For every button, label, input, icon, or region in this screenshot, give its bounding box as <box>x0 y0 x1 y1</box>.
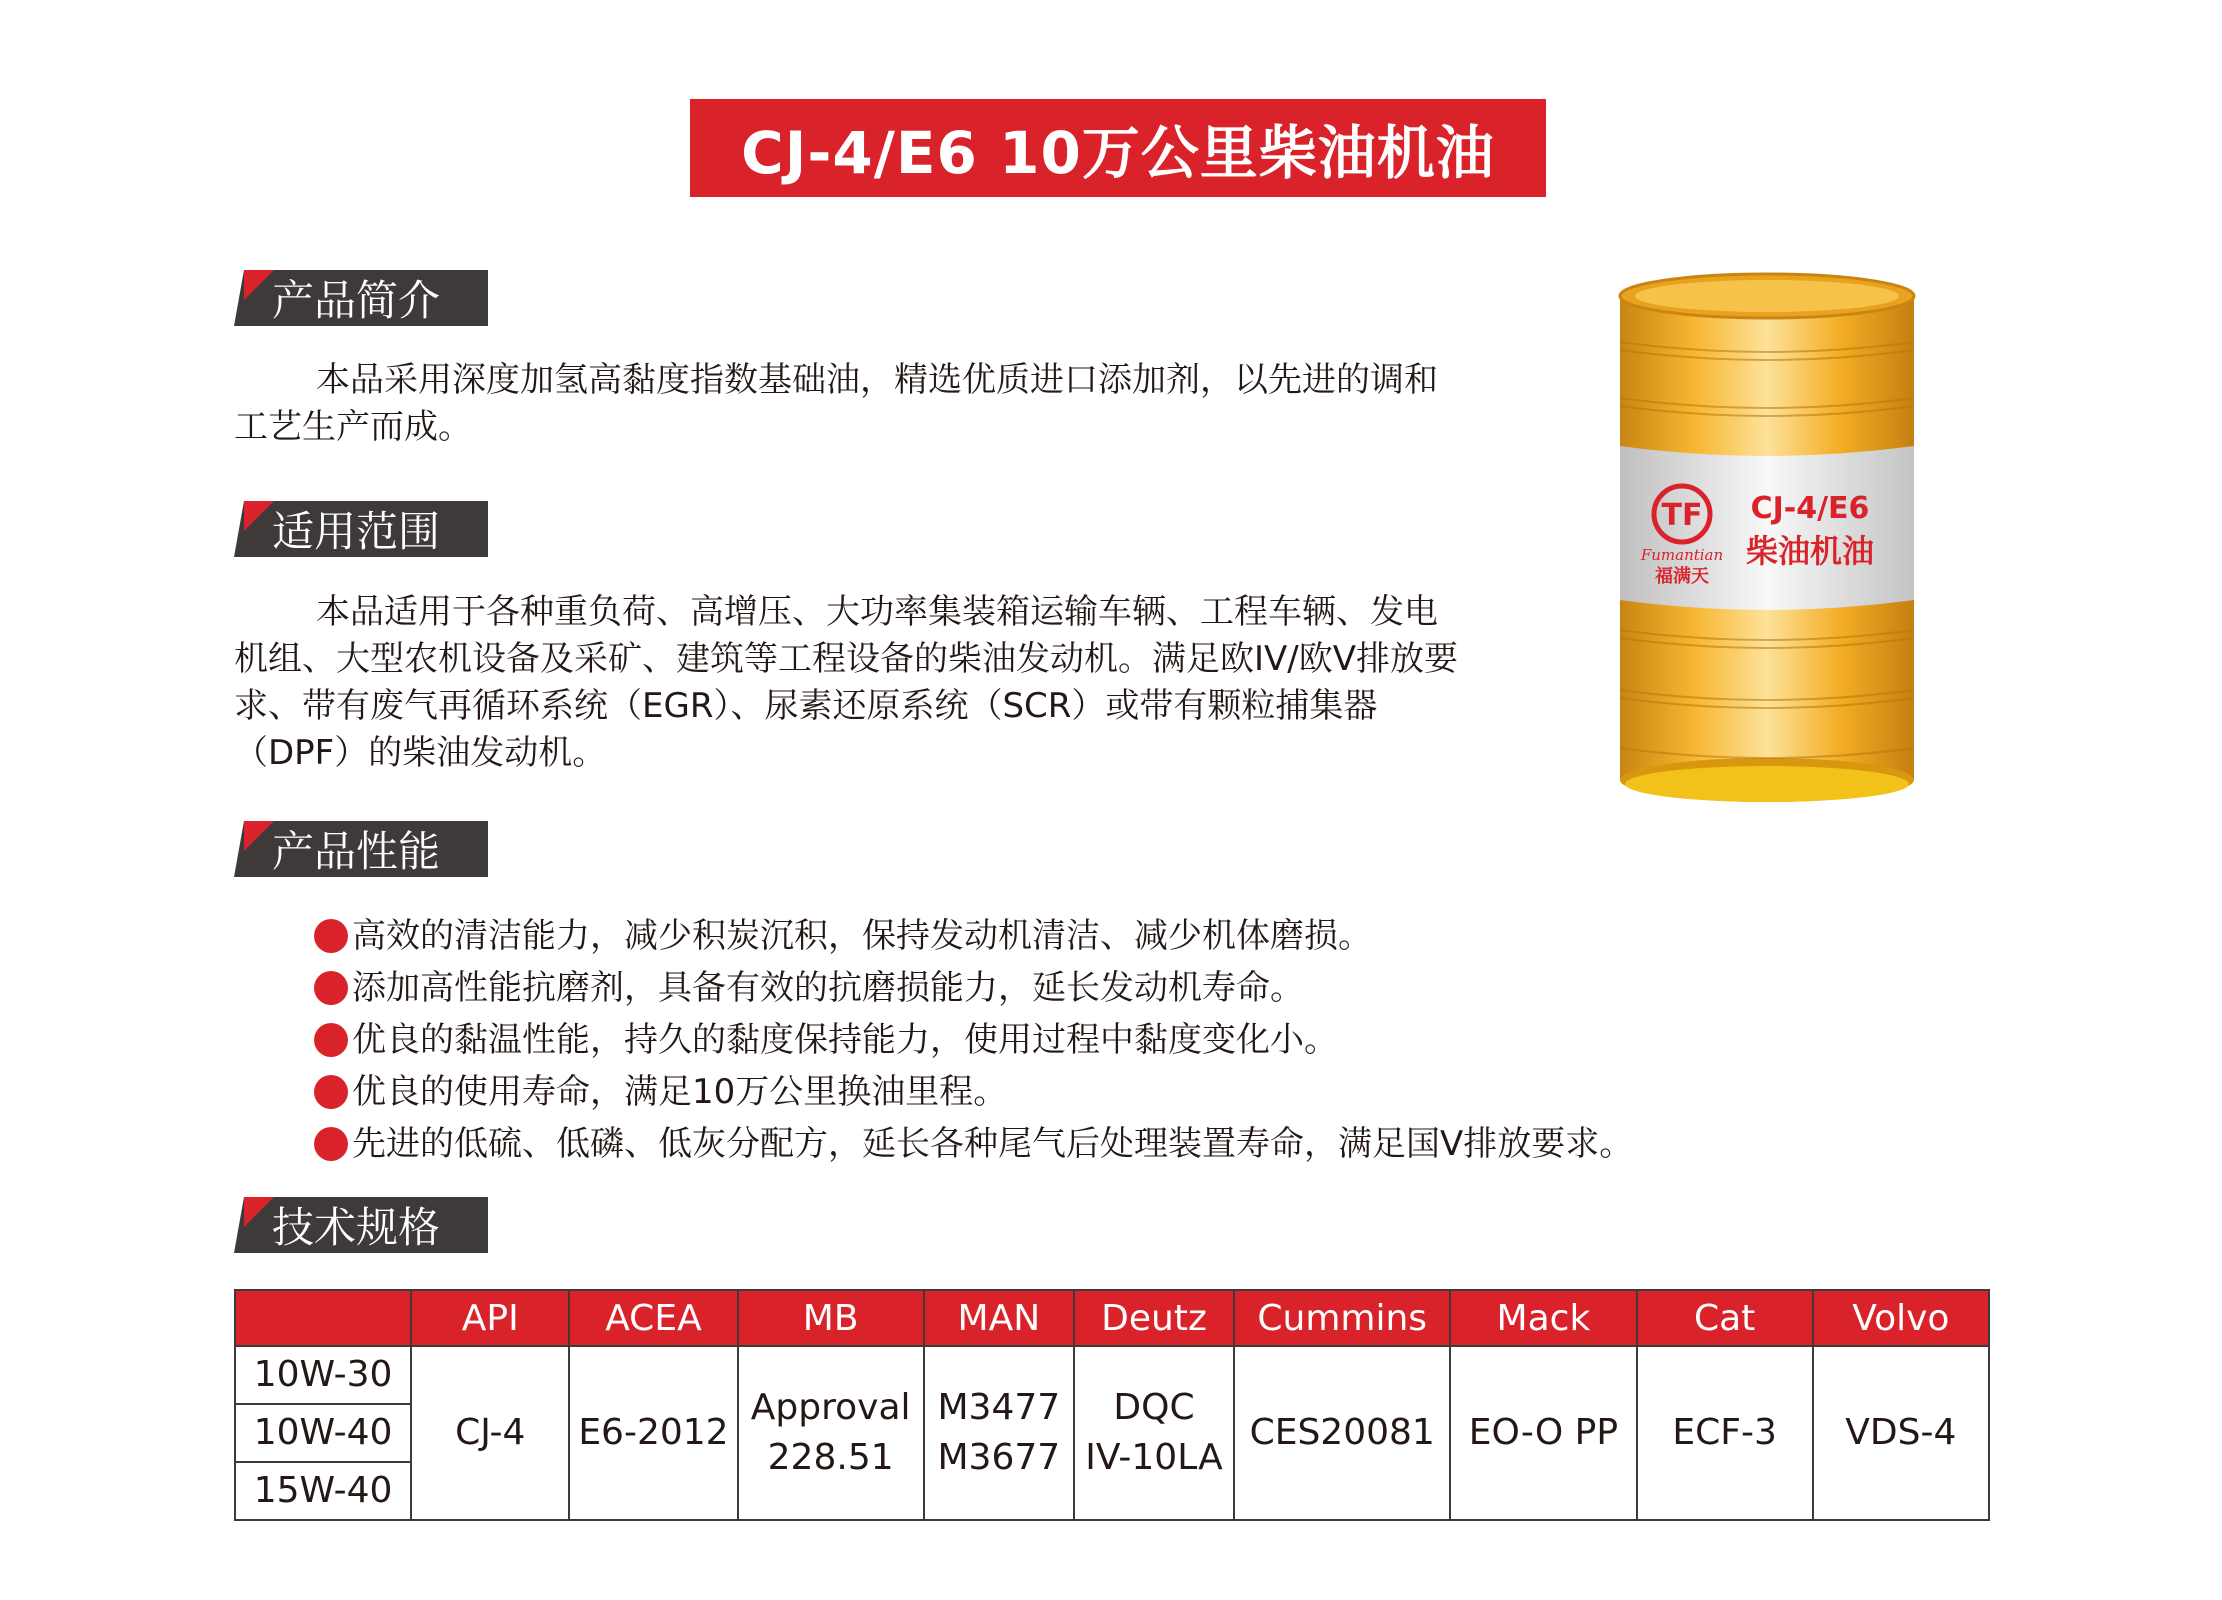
heading-corner-decoration <box>234 270 244 326</box>
table-header-cell: Volvo <box>1813 1290 1989 1346</box>
performance-list <box>314 910 1633 1170</box>
page-title: CJ-4/E6 10万公里柴油机油 <box>690 99 1546 197</box>
table-header-cell: API <box>411 1290 569 1346</box>
section-heading-scope <box>234 501 488 557</box>
bullet-dot-icon <box>314 1127 348 1161</box>
mb-cell: Approval 228.51 <box>738 1346 924 1520</box>
list-item: 优良的使用寿命，满足10万公里换油里程。 <box>314 1066 1633 1118</box>
acea-cell: E6-2012 <box>569 1346 737 1520</box>
list-item: 添加高性能抗磨剂，具备有效的抗磨损能力，延长发动机寿命。 <box>314 962 1633 1014</box>
section-heading-label: 技术规格 <box>272 1203 441 1252</box>
scope-text: 本品适用于各种重负荷、高增压、大功率集装箱运输车辆、工程车辆、发电机组、大型农机设备及采矿、建筑等工程设备的柴油发动机。满足欧IV/欧V排放要求、带有废气再循环系统（EGR）、尿素还原系统（SCR）或带有颗粒捕集器（DPF）的柴油发动机。 <box>234 592 1458 773</box>
section-heading-label: 产品性能 <box>272 827 441 876</box>
section-heading-spec <box>234 1197 488 1253</box>
section-heading-intro <box>234 270 488 326</box>
cummins-cell: CES20081 <box>1234 1346 1450 1520</box>
intro-text: 本品采用深度加氢高黏度指数基础油，精选优质进口添加剂，以先进的调和工艺生产而成。 <box>234 360 1438 447</box>
list-item: 先进的低硫、低磷、低灰分配方，延长各种尾气后处理装置寿命，满足国V排放要求。 <box>314 1118 1633 1170</box>
label-spec: CJ-4/E6 <box>1750 491 1870 526</box>
oil-drum-image <box>1612 270 1922 810</box>
heading-red-corner <box>244 501 274 531</box>
volvo-cell: VDS-4 <box>1813 1346 1989 1520</box>
man-cell: M3477 M3677 <box>924 1346 1074 1520</box>
list-item: 优良的黏温性能，持久的黏度保持能力，使用过程中黏度变化小。 <box>314 1014 1633 1066</box>
bullet-dot-icon <box>314 919 348 953</box>
api-cell: CJ-4 <box>411 1346 569 1520</box>
grade-cell: 10W-30 <box>235 1346 411 1404</box>
bullet-dot-icon <box>314 1023 348 1057</box>
heading-red-corner <box>244 1197 274 1227</box>
table-row <box>235 1346 1989 1404</box>
section-heading-label: 适用范围 <box>272 507 441 556</box>
heading-corner-decoration <box>234 1197 244 1253</box>
table-header-cell: Mack <box>1450 1290 1636 1346</box>
table-header-row <box>235 1290 1989 1346</box>
deutz-cell: DQC IV-10LA <box>1074 1346 1234 1520</box>
table-header-cell <box>235 1290 411 1346</box>
brand-name-cn: 福满天 <box>1655 566 1709 587</box>
table-header-cell: Cummins <box>1234 1290 1450 1346</box>
heading-corner-decoration <box>234 821 244 877</box>
section-heading-label: 产品简介 <box>272 276 441 325</box>
brand-name-en: Fumantian <box>1640 546 1724 564</box>
mack-cell: EO-O PP <box>1450 1346 1636 1520</box>
svg-text:TF: TF <box>1661 498 1703 533</box>
table-header-cell: ACEA <box>569 1290 737 1346</box>
table-header-cell: MAN <box>924 1290 1074 1346</box>
table-header-cell: MB <box>738 1290 924 1346</box>
label-product-name: 柴油机油 <box>1745 532 1875 570</box>
heading-corner-decoration <box>234 501 244 557</box>
section-heading-performance <box>234 821 488 877</box>
bullet-dot-icon <box>314 971 348 1005</box>
heading-red-corner <box>244 821 274 851</box>
grade-cell: 15W-40 <box>235 1462 411 1520</box>
table-header-cell: Cat <box>1637 1290 1813 1346</box>
list-item: 高效的清洁能力，减少积炭沉积，保持发动机清洁、减少机体磨损。 <box>314 910 1633 962</box>
heading-red-corner <box>244 270 274 300</box>
table-header-cell: Deutz <box>1074 1290 1234 1346</box>
cat-cell: ECF-3 <box>1637 1346 1813 1520</box>
spec-table <box>234 1289 1990 1521</box>
grade-cell: 10W-40 <box>235 1404 411 1462</box>
bullet-dot-icon <box>314 1075 348 1109</box>
